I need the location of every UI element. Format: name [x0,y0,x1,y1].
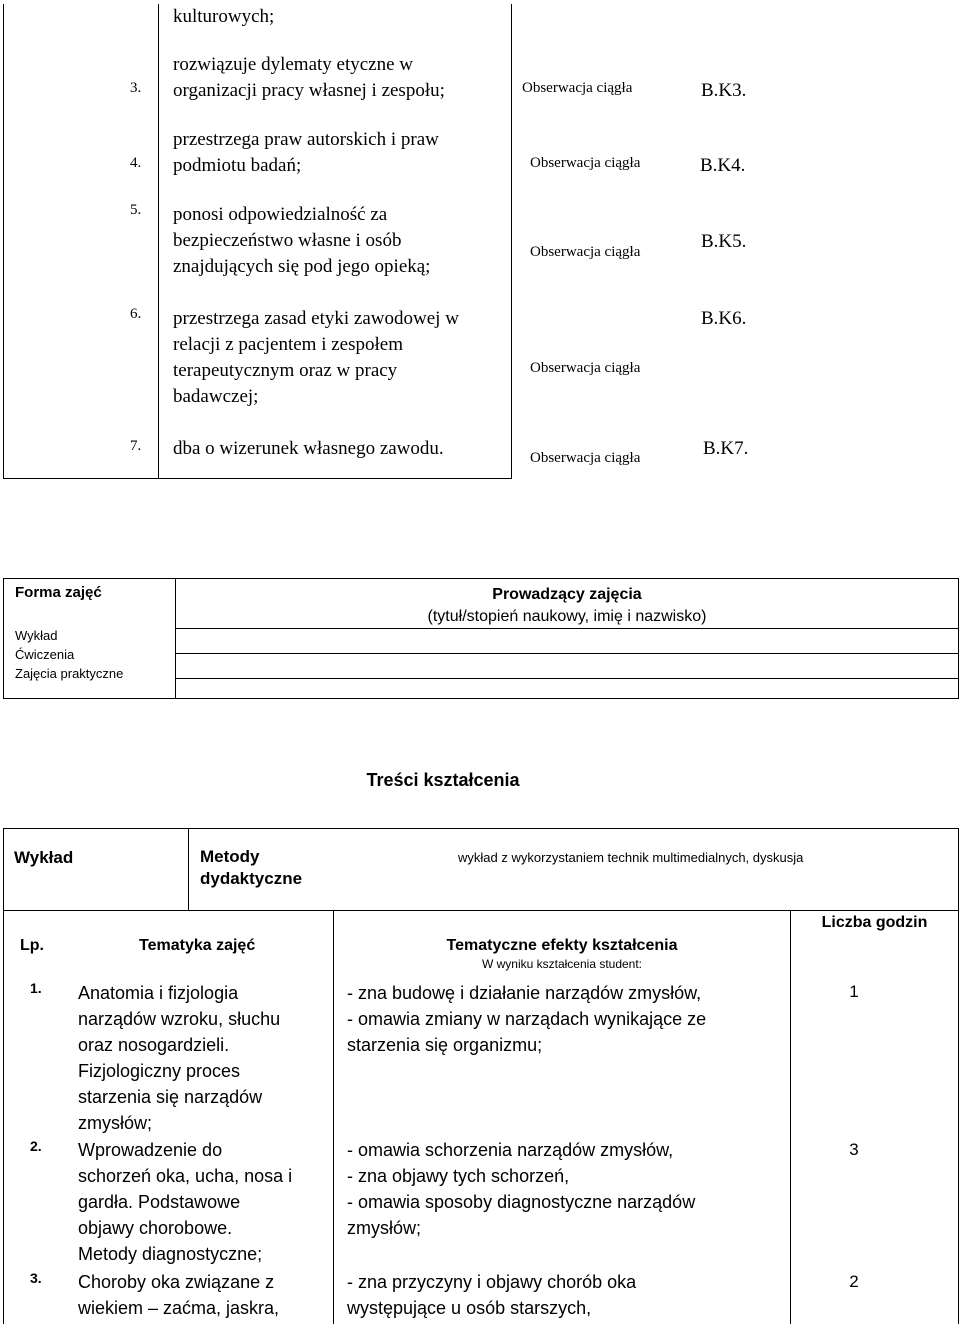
table4-right-border [958,910,959,1324]
section-heading: Treści kształcenia [366,770,520,790]
table2-bottom-border [3,698,959,699]
table3-left-border [3,828,4,910]
outcome-number: 5. [130,202,142,218]
outcome-code: B.K4. [700,155,746,176]
topic-hours: 1 [849,982,859,1001]
col-topic: Tematyka zajęć [139,937,256,954]
verification-method: Obserwacja ciągła [522,80,633,96]
topic-effects: - zna budowę i działanie narządów zmysłów, - omawia zmiany w narządach wynikające ze starzenia się organizmu; [347,983,707,1055]
table2-row-line [175,628,959,629]
verification-method: Obserwacja ciągła [530,360,641,376]
topic-text: Choroby oka związane z wiekiem – zaćma, jaskra, [78,1272,280,1318]
outcome-text: rozwiązuje dylematy etyczne w organizacji pracy własnej i zespołu; [173,54,445,101]
table3-right-border [958,828,959,910]
lecturer-header: Prowadzący zajęcia (tytuł/stopień naukowy, imię i nazwisko) [427,586,707,625]
topic-number: 2. [30,1138,42,1154]
table3-top-border [3,828,959,829]
methods-value: wykład z wykorzystaniem technik multimedialnych, dyskusja [458,850,804,865]
outcome-code: B.K7. [703,438,749,459]
verification-method: Obserwacja ciągła [530,450,641,466]
table2-row-line [175,678,959,679]
form-header: Forma zajęć [15,584,102,601]
verification-method: Obserwacja ciągła [530,244,641,260]
table2-right-border [958,578,959,699]
outcome-number: 3. [130,80,142,96]
topic-effects: - zna przyczyny i objawy chorób oka występujące u osób starszych, [347,1272,637,1318]
outcome-code: B.K3. [701,80,747,101]
table4-top-border [3,910,959,911]
topic-hours: 2 [849,1272,859,1291]
table4-divider [790,910,791,1324]
topic-effects: - omawia schorzenia narządów zmysłów, - zna objawy tych schorzeń, - omawia sposoby diagnostyczne narządów zmysłów; [347,1140,696,1238]
outcome-text: przestrzega zasad etyki zawodowej w relacji z pacjentem i zespołem terapeutycznym oraz w pracy badawczej; [173,308,459,407]
outcome-text: ponosi odpowiedzialność za bezpieczeństwo własne i osób znajdujących się pod jego opieką; [173,204,431,277]
col-hours: Liczba godzin [821,914,928,931]
outcome-text: przestrzega praw autorskich i praw podmiotu badań; [173,129,439,176]
form-item: Ćwiczenia [15,647,75,662]
col-effects: Tematyczne efekty kształcenia W wyniku kształcenia student: [446,937,678,971]
topic-hours: 3 [849,1140,859,1159]
topic-number: 1. [30,980,42,996]
methods-label: Metody dydaktyczne [200,847,303,888]
table4-left-border [3,910,4,1324]
topic-text: Wprowadzenie do schorzeń oka, ucha, nosa i gardła. Podstawowe objawy chorobowe. Metody diagnostyczne; [78,1140,293,1264]
table2-left-border [3,578,4,699]
lecture-label: Wykład [14,848,74,867]
outcome-number: 6. [130,306,142,322]
verification-method: Obserwacja ciągła [530,155,641,171]
table1-bottom-border [3,478,511,479]
table1-left-border [3,4,4,479]
outcome-code: B.K5. [701,231,747,252]
table3-divider [188,828,189,910]
form-item: Zajęcia praktyczne [15,666,124,681]
topic-number: 3. [30,1270,42,1286]
table2-top-border [3,578,959,579]
table1-divider [511,4,512,479]
table1-divider [158,4,159,479]
outcome-code: B.K6. [701,308,747,329]
outcome-number: 4. [130,155,142,171]
outcome-text: dba o wizerunek własnego zawodu. [173,438,444,459]
outcome-top-text: kulturowych; [173,6,275,27]
col-lp: Lp. [20,937,44,954]
form-item: Wykład [15,628,58,643]
table2-row-line [175,653,959,654]
topic-text: Anatomia i fizjologia narządów wzroku, słuchu oraz nosogardzieli. Fizjologiczny proces starzenia się narządów zmysłów; [78,983,281,1133]
outcome-number: 7. [130,438,142,454]
form-list [15,626,123,683]
